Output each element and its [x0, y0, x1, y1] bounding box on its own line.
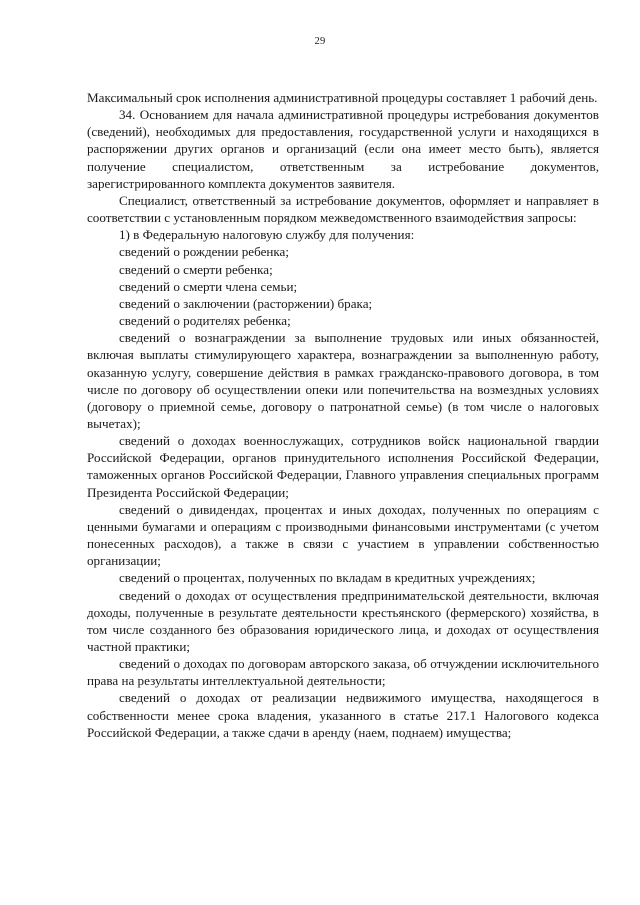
- list-item-remuneration: сведений о вознаграждении за выполнение трудовых или иных обязанностей, включая выплаты стимулирующего характера, вознаграждении за выполненную работу, оказанную услугу, совершение действия в рамках гражданско-правового договора, в том числе по договору об осуществлении опеки или попечительства на возмездных условиях (договору о приемной семье, договору о патронатной семье) (в том числе о налоговых вычетах);: [87, 330, 599, 431]
- list-item-business-income: сведений о доходах от осуществления предпринимательской деятельности, включая доходы, полученные в результате деятельности крестьянского (фермерского) хозяйства, в том числе созданного без образования юридического лица, и доходах от осуществления частной практики;: [87, 587, 599, 654]
- list-item-family-member-death: сведений о смерти члена семьи;: [119, 278, 298, 294]
- paragraph-deadline: Максимальный срок исполнения административной процедуры составляет 1 рабочий день.: [87, 90, 598, 105]
- list-item-military-income: сведений о доходах военнослужащих, сотрудников войск национальной гвардии Российской Федерации, органов принудительного исполнения Российской Федерации, таможенных органов Российской Федерации, Главного управления специальных программ Президента Российской Федерации;: [87, 433, 599, 500]
- list-item-real-estate: сведений о доходах от реализации недвижимого имущества, находящегося в собственности менее срока владения, указанного в статье 217.1 Налогового кодекса Российской Федерации, а также сдачи в аренду (наем, поднаем) имущества;: [87, 690, 599, 740]
- list-item-parents: сведений о родителях ребенка;: [119, 313, 291, 329]
- document-body: [87, 89, 599, 741]
- list-item-child-death: сведений о смерти ребенка;: [119, 261, 273, 277]
- list-item-author-contracts: сведений о доходах по договорам авторского заказа, об отчуждении исключительного права на результаты интеллектуальной деятельности;: [87, 656, 599, 689]
- list-item-deposit-interest: сведений о процентах, полученных по вкладам в кредитных учреждениях;: [119, 570, 536, 586]
- list-item-marriage: сведений о заключении (расторжении) брака;: [119, 295, 373, 311]
- list-item-birth: сведений о рождении ребенка;: [119, 244, 290, 260]
- paragraph-item-34: 34. Основанием для начала административной процедуры истребования документов (сведений), необходимых для предоставления, государственной услуги и находящихся в распоряжении других органов и организаций (если она имеет место быть), является получение специалистом, ответственным за истребование документов, зарегистрированного комплекта документов заявителя.: [87, 107, 599, 191]
- page-number: 29: [314, 36, 326, 47]
- list-item-dividends: сведений о дивидендах, процентах и иных доходах, полученных по операциям с ценными бумагами и операциям с производными финансовыми инструментами (с учетом понесенных расходов), а также в связи с участием в управлении собственностью организации;: [87, 501, 599, 569]
- paragraph-requests-intro: Специалист, ответственный за истребование документов, оформляет и направляет в соответствии с установленным порядком межведомственного взаимодействия запросы:: [87, 192, 599, 226]
- paragraph-fns-intro: 1) в Федеральную налоговую службу для получения:: [119, 227, 415, 243]
